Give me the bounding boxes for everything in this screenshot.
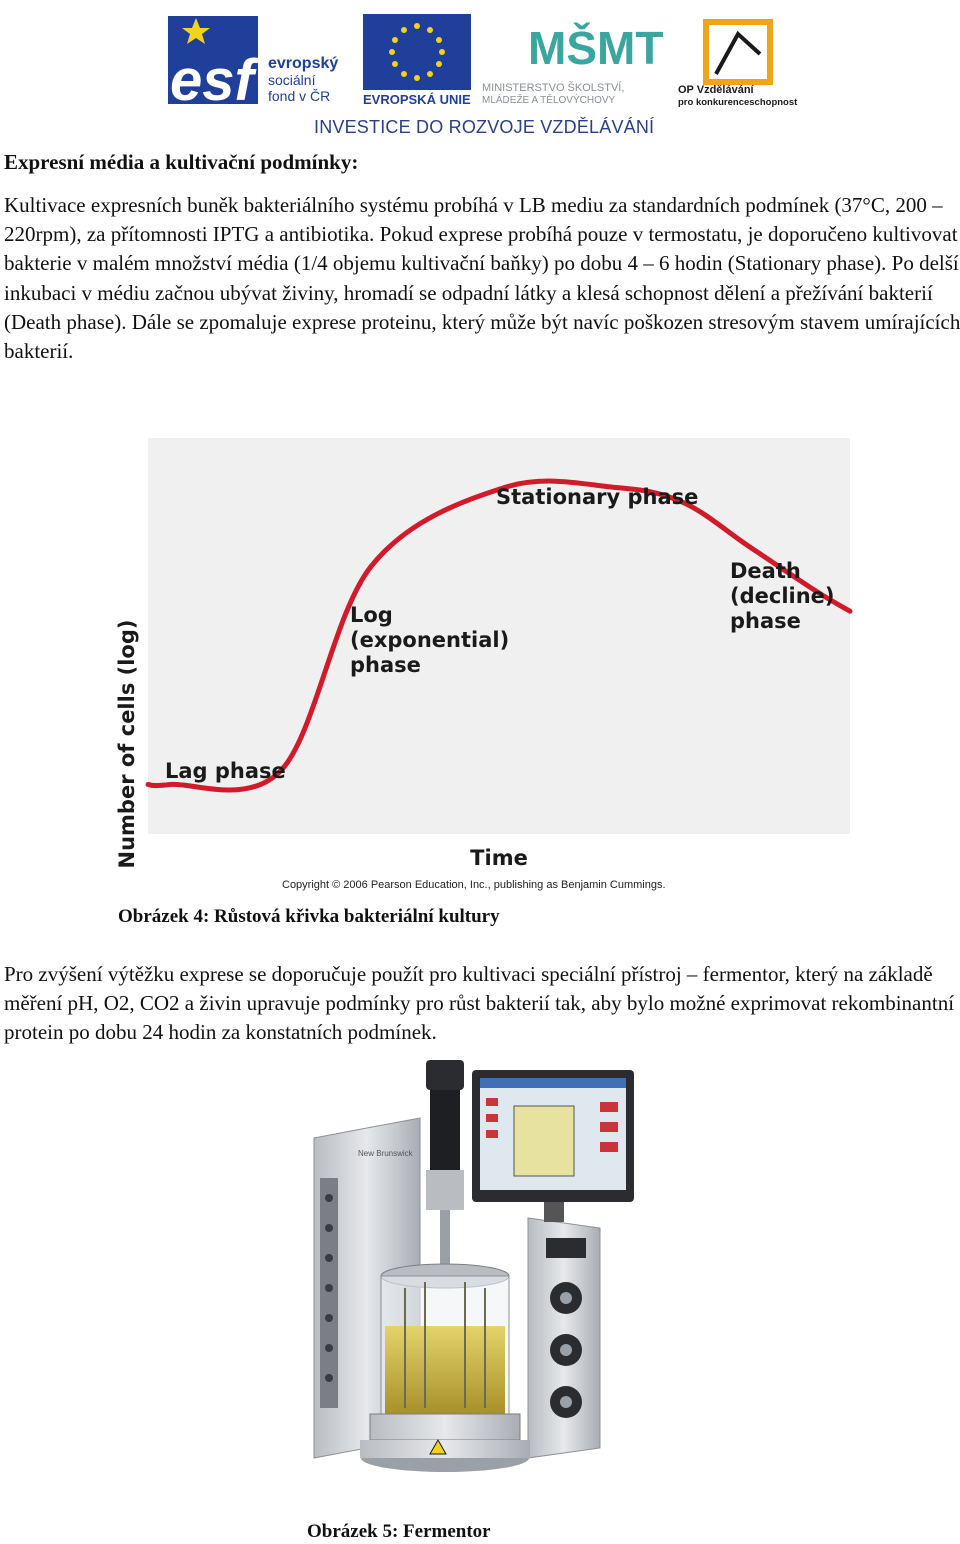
pump-unit <box>528 1218 600 1458</box>
section-heading: Expresní média a kultivační podmínky: <box>4 150 359 174</box>
paragraph-fermentor: Pro zvýšení výtěžku exprese se doporučuje použít pro kultivaci speciální přístroj – fermentor, který na základě měření pH, O2, CO2 a živin upravuje podmínky pro růst bakterií tak, aby bylo možné exprimovat rekombinantní protein po dobu 24 hodin za konstatních podmínek. <box>4 962 955 1045</box>
eu-text: EVROPSKÁ UNIE <box>363 92 471 107</box>
fermentor-image <box>300 1058 640 1494</box>
label-log-phase-2: (exponential) <box>350 628 510 652</box>
op-text-2: pro konkurenceschopnost <box>678 97 798 108</box>
op-vk-logo <box>678 22 798 108</box>
label-log-phase-3: phase <box>350 653 421 677</box>
esf-text-3: fond v ČR <box>268 88 331 104</box>
paragraph-intro: Kultivace expresních buněk bakteriálního systému probíhá v LB mediu za standardních podmínek (37°C, 200 – 220rpm), za přítomnosti IPTG a antibiotika. Pokud exprese probíhá pouze v termostatu, je doporučeno kultivovat bakterie v malém množství média (1/4 objemu kultivační baňky) po dobu 4 – 6 hodin (Stationary phase). Po delší inkubaci v médiu začnou ubývat živiny, hromadí se odpadní látky a klesá schopnost dělení a přežívání bakterií (Death phase). Dále se zpomaluje exprese proteinu, který může být navíc poškozen stresovým stavem umírajících bakterií. <box>4 193 960 364</box>
esf-logo <box>168 16 338 113</box>
svg-text:MŠMT: MŠMT <box>528 22 664 74</box>
esf-text-2: sociální <box>268 72 316 88</box>
growth-curve-chart <box>110 432 860 897</box>
chart-copyright: Copyright © 2006 Pearson Education, Inc., publishing as Benjamin Cummings. <box>282 879 666 891</box>
label-death-phase-3: phase <box>730 609 801 633</box>
y-axis-label: Number of cells (log) <box>115 619 139 869</box>
eu-flag-logo <box>363 14 471 107</box>
label-death-phase-1: Death <box>730 559 801 583</box>
figure-4-caption: Obrázek 4: Růstová křivka bakteriální kultury <box>118 906 500 927</box>
msmt-text-1: MINISTERSTVO ŠKOLSTVÍ, <box>482 82 625 94</box>
label-lag-phase: Lag phase <box>165 759 286 783</box>
figure-5-caption: Obrázek 5: Fermentor <box>307 1521 491 1542</box>
stirrer-motor <box>426 1060 464 1270</box>
msmt-text-2: MLÁDEŽE A TĚLOVÝCHOVY <box>482 95 616 106</box>
monitor <box>472 1070 634 1222</box>
svg-text:esf: esf <box>170 48 254 113</box>
msmt-logo <box>482 22 663 106</box>
op-text-1: OP Vzdělávání <box>678 84 754 96</box>
brand-label: New Brunswick <box>358 1149 413 1158</box>
esf-text-1: evropský <box>268 55 339 72</box>
x-axis-label: Time <box>470 846 528 870</box>
label-stationary-phase: Stationary phase <box>496 485 699 509</box>
label-log-phase-1: Log <box>350 603 393 627</box>
bioreactor-vessel <box>360 1264 530 1472</box>
label-death-phase-2: (decline) <box>730 584 835 608</box>
header-slogan: INVESTICE DO ROZVOJE VZDĚLÁVÁNÍ <box>314 117 655 137</box>
